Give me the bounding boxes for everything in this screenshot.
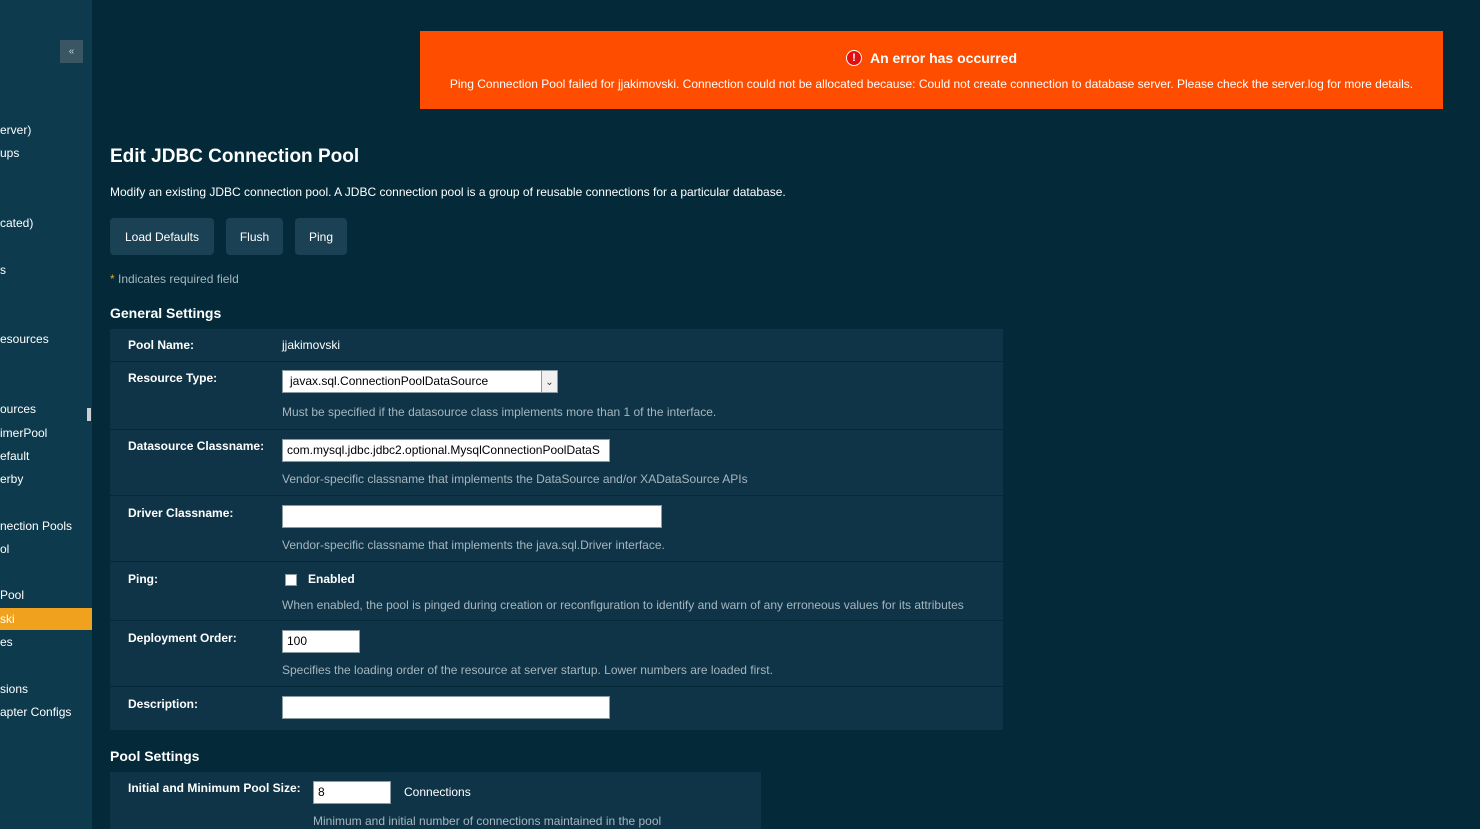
sidebar-item[interactable]: erby [0,472,24,486]
load-defaults-button[interactable]: Load Defaults [110,218,214,255]
datasource-label: Datasource Classname: [128,439,265,453]
error-title-row [420,50,1443,66]
error-banner [420,31,1443,109]
general-settings-panel [110,329,1003,730]
driver-classname-input[interactable] [282,505,662,528]
page-description: Modify an existing JDBC connection pool. A JDBC connection pool is a group of reusable connections for a particular database. [110,185,786,199]
sidebar-item[interactable]: sions [0,682,29,696]
sidebar-item[interactable]: ol [0,542,10,556]
initial-pool-size-input[interactable]: 8 [313,781,391,804]
deployment-order-row [110,621,1003,687]
initial-pool-size-help: Minimum and initial number of connections maintained in the pool [313,814,662,828]
sidebar-item[interactable]: s [0,263,6,277]
pool-name-value: jjakimovski [282,338,341,352]
driver-label: Driver Classname: [128,506,234,520]
chevron-down-icon: ⌄ [541,371,557,393]
resource-type-selected: javax.sql.ConnectionPoolDataSource [290,374,489,388]
resource-type-label: Resource Type: [128,371,218,385]
sidebar-item[interactable]: es [0,635,13,649]
initial-pool-size-unit: Connections [404,785,471,799]
required-note-text: Indicates required field [118,272,239,286]
initial-pool-size-label: Initial and Minimum Pool Size: [128,781,301,795]
sidebar-item[interactable]: apter Configs [0,705,72,719]
deployment-order-input[interactable]: 100 [282,630,360,653]
sidebar-item[interactable]: efault [0,449,30,463]
sidebar [0,0,92,829]
ping-button[interactable]: Ping [295,218,347,255]
pool-settings-title: Pool Settings [110,748,200,764]
ping-enabled-label: Enabled [308,572,355,586]
sidebar-item[interactable]: esources [0,332,49,346]
flush-button[interactable]: Flush [226,218,283,255]
sidebar-item[interactable]: erver) [0,123,32,137]
deployment-order-help: Specifies the loading order of the resource at server startup. Lower numbers are loaded first. [282,663,773,677]
datasource-help: Vendor-specific classname that implements the DataSource and/or XADataSource APIs [282,472,748,486]
sidebar-item-active[interactable]: ski [0,608,92,630]
pool-name-label: Pool Name: [128,338,195,352]
description-label: Description: [128,697,199,711]
resource-type-select[interactable] [282,370,558,393]
general-settings-title: General Settings [110,305,222,321]
ping-label: Ping: [128,572,158,586]
deployment-order-label: Deployment Order: [128,631,237,645]
sidebar-item[interactable]: ources [0,402,37,416]
sidebar-item[interactable]: imerPool [0,426,48,440]
datasource-classname-input[interactable]: com.mysql.jdbc.jdbc2.optional.MysqlConnectionPoolDataS [282,439,610,462]
pool-settings-panel [110,772,761,829]
double-chevron-left-icon: « [68,46,75,57]
required-star: * [110,272,115,286]
driver-row [110,496,1003,562]
resource-type-help: Must be specified if the datasource class implements more than 1 of the interface. [282,405,717,419]
description-row [110,687,1003,730]
datasource-row [110,430,1003,496]
required-field-note [110,272,239,286]
resource-type-row [110,362,1003,430]
driver-help: Vendor-specific classname that implements the java.sql.Driver interface. [282,538,665,552]
error-icon: ! [846,50,862,66]
page-title: Edit JDBC Connection Pool [110,146,360,167]
description-input[interactable] [282,696,610,719]
sidebar-item[interactable]: nection Pools [0,519,73,533]
sidebar-item[interactable]: Pool [0,588,25,602]
sidebar-item[interactable]: ups [0,146,20,160]
error-message: Ping Connection Pool failed for jjakimovski. Connection could not be allocated because: Could not create connection to database server. Please check the server.log for more details. [449,77,1414,91]
collapse-sidebar-button[interactable] [60,40,83,63]
error-title: An error has occurred [869,50,1018,66]
sidebar-scrollbar[interactable] [87,408,91,421]
sidebar-item[interactable]: cated) [0,216,34,230]
ping-help: When enabled, the pool is pinged during creation or reconfiguration to identify and warn of any erroneous values for its attributes [282,598,964,612]
ping-enabled-checkbox[interactable] [285,574,297,586]
ping-row [110,562,1003,621]
pool-name-row [110,329,1003,362]
